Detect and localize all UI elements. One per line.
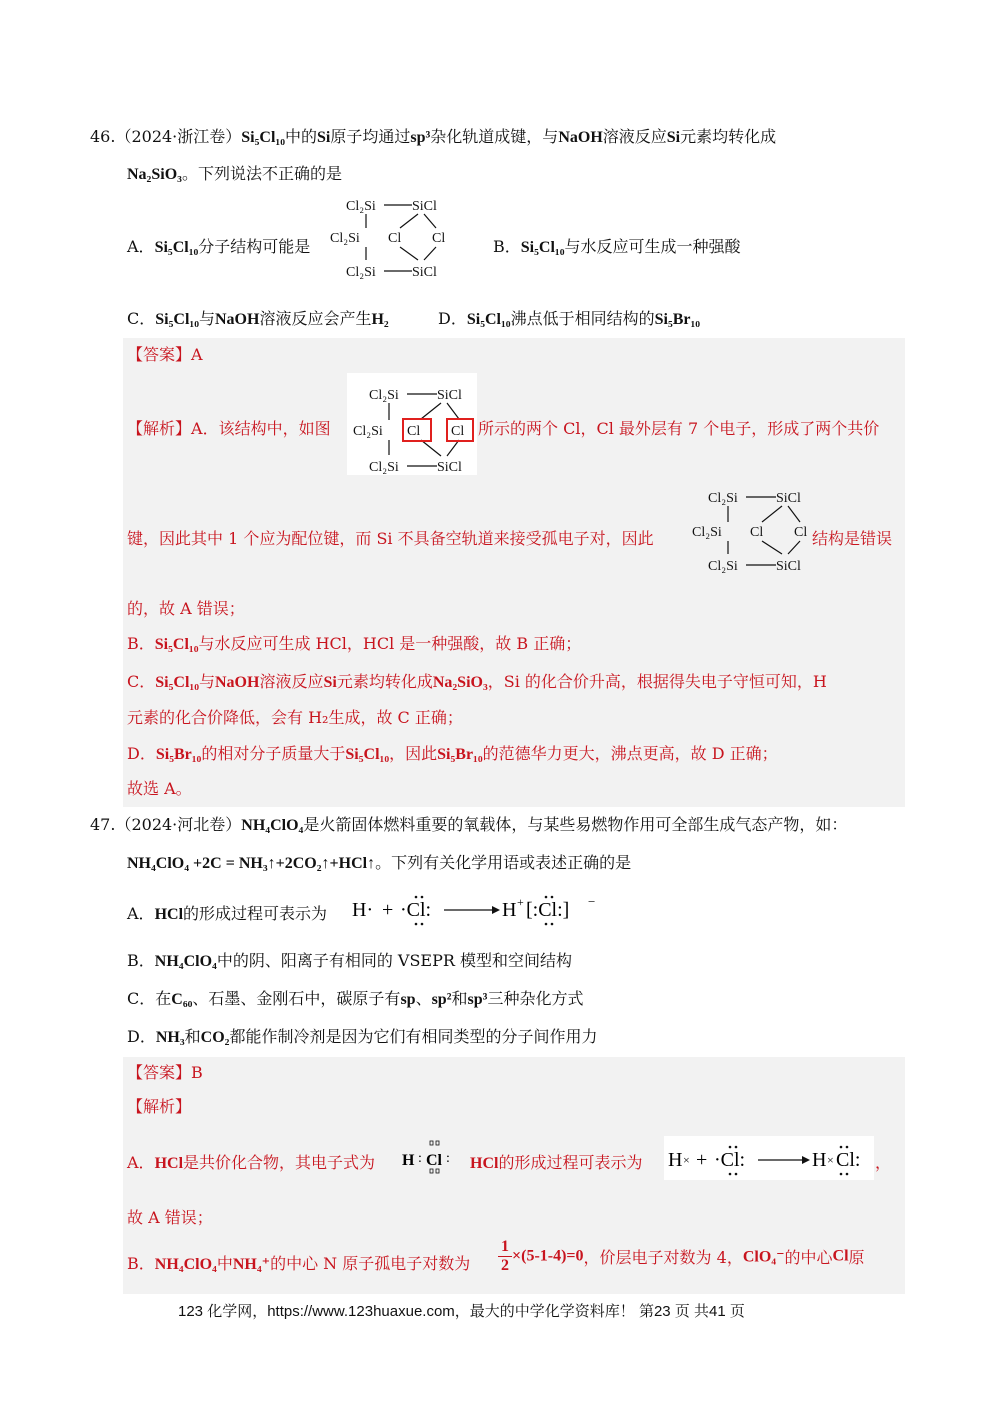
text: 溶液反应 <box>259 672 324 691</box>
svg-text:[:Cl:]: [:Cl:] <box>526 899 570 921</box>
q47-option-c: C．在C₆₀、石墨、金刚石中，碳原子有sp、sp²和sp³三种杂化方式 <box>127 989 584 1008</box>
q47-stem-line2 <box>127 850 631 873</box>
text: 所示的两个 Cl，Cl 最外层有 7 个电子，形成了两个共价 <box>478 419 880 438</box>
svg-text:Cl₂Si: Cl₂Si <box>369 460 399 475</box>
text: 元素均转化成 <box>680 127 777 146</box>
svg-text:Cl₂Si: Cl₂Si <box>708 559 738 574</box>
option-label: A． <box>127 237 155 256</box>
q47-analysis-label <box>127 1094 191 1117</box>
q47-analysis-a-line2 <box>127 1205 213 1228</box>
reaction-equation: NH₄ClO₄ +2C = NH₃↑+2CO₂↑+HCl↑ <box>127 855 376 872</box>
svg-text:Cl₂Si: Cl₂Si <box>353 424 383 439</box>
text: 与 <box>198 309 215 328</box>
svg-text:H: H <box>812 1149 827 1171</box>
formula: Si₅Br₁₀ <box>155 746 202 763</box>
formula: NaOH <box>215 311 260 328</box>
svg-text:·Cl:: ·Cl: <box>400 899 432 921</box>
text: 中的 <box>285 127 318 146</box>
text: 、石墨、金刚石中，碳原子有 <box>192 989 401 1008</box>
text: 键，因此其中 1 个应为配位键，而 Si 不具备空轨道来接受孤电子对，因此 <box>127 529 654 548</box>
formula: NH₄ClO₄ <box>154 1256 217 1273</box>
q46-stem-line1 <box>90 124 776 147</box>
text: B． <box>127 634 155 653</box>
option-label: D． <box>438 309 467 328</box>
formula: HCl <box>154 1155 184 1172</box>
svg-text:Cl₂Si: Cl₂Si <box>708 491 738 506</box>
formula: Si₅Br₁₀ <box>654 311 701 328</box>
formula: ×(5-1-4)=0 <box>512 1247 584 1265</box>
svg-text:SiCl: SiCl <box>776 559 801 574</box>
text: 中的阴、阳离子有相同的 VSEPR 模型和空间结构 <box>216 951 572 970</box>
text: 的形成过程可表示为 <box>498 1153 643 1172</box>
formula: Si₅Br₁₀ <box>437 746 483 763</box>
svg-text:SiCl: SiCl <box>437 460 462 475</box>
formula: sp³ <box>410 129 431 146</box>
question-source: （2024·河北卷） <box>115 815 242 834</box>
q46-analysis-conclusion <box>127 776 192 799</box>
text: 故选 A。 <box>127 779 192 798</box>
svg-text:Cl: Cl <box>451 424 465 439</box>
text: 和 <box>184 1027 201 1046</box>
svg-text:H: H <box>502 899 517 921</box>
q47-analysis-b-line1 <box>127 1251 470 1274</box>
option-label: C． <box>127 989 156 1008</box>
formula: Na₂SiO₃ <box>432 674 488 691</box>
svg-text:Cl: Cl <box>750 525 764 540</box>
svg-text:+: + <box>517 895 524 909</box>
text: 是火箭固体燃料重要的氧载体，与某些易燃物作用可全部生成气态产物，如： <box>303 815 848 834</box>
svg-text:Cl₂Si: Cl₂Si <box>369 388 399 403</box>
formula: NaOH <box>215 674 260 691</box>
text: 分子结构可能是 <box>198 237 311 256</box>
text: 沸点低于相同结构的 <box>510 309 655 328</box>
text: 与水反应可生成一种强酸 <box>564 237 741 256</box>
text: B． <box>127 1254 155 1273</box>
formula: sp² <box>431 991 452 1008</box>
q46-analysis-a-line2b <box>812 526 892 549</box>
formula: NH₃ <box>155 1029 185 1046</box>
formula: Na₂SiO₃ <box>127 166 182 183</box>
text: 的相对分子质量大于 <box>201 744 346 763</box>
formula: sp <box>400 991 416 1008</box>
text: ，因此 <box>389 744 438 763</box>
q47-option-a <box>127 901 327 924</box>
q47-analysis-a-line1 <box>127 1150 375 1173</box>
text: 故 A 错误； <box>127 1208 213 1227</box>
text: 在 <box>155 989 172 1008</box>
formula: H₂ <box>371 311 389 328</box>
svg-text:Cl: Cl <box>388 231 402 246</box>
q46-analysis-d <box>127 741 778 764</box>
q46-analysis-a-line1b <box>478 416 879 439</box>
formula: NaOH <box>558 129 603 146</box>
formula: HCl <box>154 906 184 923</box>
text: 溶液反应 <box>602 127 667 146</box>
svg-text:Cl₂Si: Cl₂Si <box>346 265 376 280</box>
text: ，Si 的化合价升高，根据得失电子守恒可知，H <box>487 672 827 691</box>
answer-value: B <box>191 1063 203 1082</box>
svg-text:Cl₂Si: Cl₂Si <box>692 525 722 540</box>
text: 的范德华力更大，沸点更高，故 D 正确； <box>482 744 778 763</box>
svg-text:Cl: Cl <box>794 525 808 540</box>
svg-text:×: × <box>683 1153 690 1167</box>
answer-label: 【答案】 <box>127 1063 192 1082</box>
formula: NH₄ClO₄ <box>241 817 304 834</box>
text: C． <box>127 672 156 691</box>
svg-text:·Cl:: ·Cl: <box>714 1149 746 1171</box>
svg-text:SiCl: SiCl <box>776 491 801 506</box>
text: 。下列说法不正确的是 <box>181 164 342 183</box>
formula: Si <box>317 129 331 146</box>
svg-text:H: H <box>668 1149 683 1171</box>
svg-text:SiCl: SiCl <box>412 199 437 214</box>
q46-analysis-a-line2 <box>127 526 654 549</box>
text: D． <box>127 744 156 763</box>
svg-text:×: × <box>827 1153 834 1167</box>
q46-analysis-c-line2 <box>127 705 463 728</box>
molecule-structure-diagram <box>328 192 456 282</box>
answer-value: A <box>191 345 203 364</box>
text: A． <box>127 1153 155 1172</box>
formula: Si <box>323 674 337 691</box>
formula: Si₅Cl₁₀ <box>155 311 199 328</box>
svg-text:H·: H· <box>352 899 374 921</box>
text: 的形成过程可表示为 <box>183 904 328 923</box>
formula: C₆₀ <box>171 991 193 1008</box>
hcl-electron-formula <box>400 1137 460 1177</box>
q47-option-d <box>127 1024 597 1047</box>
hcl-formation-electron-diagram <box>350 888 610 930</box>
q46-option-d <box>438 306 700 329</box>
text: 的中心 N 原子孤电子对数为 <box>270 1254 471 1273</box>
svg-text:Cl: Cl <box>432 231 446 246</box>
text: 元素的化合价降低，会有 H₂生成，故 C 正确； <box>127 708 463 727</box>
formula: CO₂ <box>200 1029 230 1046</box>
comma: ， <box>875 1153 892 1172</box>
text: 杂化轨道成键，与 <box>430 127 559 146</box>
q46-stem-line2 <box>127 161 342 184</box>
svg-text:Cl₂Si: Cl₂Si <box>346 199 376 214</box>
option-label: D． <box>127 1027 156 1046</box>
svg-text:−: − <box>588 894 596 909</box>
text: 是共价化合物，其电子式为 <box>183 1153 376 1172</box>
analysis-label: 【解析】 <box>127 1097 192 1116</box>
q47-analysis-a-line1b <box>470 1150 642 1173</box>
q46-option-c <box>127 306 389 329</box>
q47-option-b <box>127 948 572 971</box>
formula: Si₅Cl₁₀ <box>520 239 565 256</box>
svg-text:+: + <box>382 899 394 921</box>
page-footer: 123 化学网，https://www.123huaxue.com，最大的中学化学资料库！ 第23 页 共41 页 <box>178 1303 745 1320</box>
q47-stem-line1 <box>90 812 847 835</box>
svg-text:Cl: Cl <box>426 1152 442 1169</box>
q46-analysis-a-line3 <box>127 596 245 619</box>
formula: Si <box>666 129 681 146</box>
q46-analysis-b <box>127 631 581 654</box>
hcl-formation-electron-diagram <box>664 1136 874 1180</box>
svg-text:+: + <box>696 1149 708 1171</box>
text: 结构是错误 <box>812 529 893 548</box>
svg-text:Cl:: Cl: <box>836 1149 861 1171</box>
text: 与水反应可生成 HCl，HCl 是一种强酸，故 B 正确； <box>198 634 582 653</box>
fraction-expression <box>498 1238 865 1275</box>
option-label: B． <box>127 951 155 970</box>
molecule-highlight-diagram <box>347 373 477 475</box>
text: 原子均通过 <box>330 127 411 146</box>
text: 。下列有关化学用语或表述正确的是 <box>375 853 632 872</box>
text: 溶液反应会产生 <box>259 309 372 328</box>
svg-text:Cl: Cl <box>407 424 421 439</box>
text: A．该结构中，如图 <box>191 419 331 438</box>
formula: Cl <box>832 1247 849 1265</box>
q46-option-a <box>127 234 310 257</box>
analysis-label: 【解析】 <box>127 419 192 438</box>
formula: Si₅Cl₁₀ <box>466 311 511 328</box>
text: 中 <box>216 1254 233 1273</box>
text: 的中心 <box>784 1248 833 1267</box>
text: 都能作制冷剂是因为它们有相同类型的分子间作用力 <box>229 1027 598 1046</box>
text: 原 <box>848 1248 865 1267</box>
formula: Si₅Cl₁₀ <box>154 636 199 653</box>
formula: HCl <box>470 1155 499 1172</box>
question-source: （2024·浙江卷） <box>115 127 242 146</box>
option-label: B． <box>493 237 521 256</box>
molecule-structure-diagram <box>690 484 818 576</box>
option-label: A． <box>127 904 155 923</box>
text: 元素均转化成 <box>336 672 433 691</box>
formula: Si₅Cl₁₀ <box>155 674 199 691</box>
formula: NH₄ClO₄ <box>154 953 217 970</box>
q46-option-b <box>493 234 741 257</box>
formula: Si₅Cl₁₀ <box>241 129 285 146</box>
text: ，价层电子对数为 4， <box>583 1248 743 1267</box>
q47-answer <box>127 1060 203 1083</box>
svg-text::: : <box>418 1151 422 1166</box>
question-number: 47. <box>90 815 116 834</box>
fraction-numerator: 1 <box>501 1238 509 1255</box>
q46-answer <box>127 342 203 365</box>
formula: Si₅Cl₁₀ <box>345 746 390 763</box>
text: 的，故 A 错误； <box>127 599 245 618</box>
question-number: 46. <box>90 127 116 146</box>
option-label: C． <box>127 309 156 328</box>
answer-label: 【答案】 <box>127 345 192 364</box>
text: 三种杂化方式 <box>487 989 584 1008</box>
svg-text:Cl₂Si: Cl₂Si <box>330 231 360 246</box>
svg-text:H: H <box>402 1152 415 1169</box>
text: 与 <box>198 672 215 691</box>
fraction-denominator: 2 <box>501 1257 509 1274</box>
formula: sp³ <box>467 991 488 1008</box>
q46-analysis-c-line1 <box>127 669 827 692</box>
svg-text:SiCl: SiCl <box>412 265 437 280</box>
svg-text::: : <box>446 1151 450 1166</box>
text: 和 <box>451 989 468 1008</box>
q46-analysis-a-line1 <box>127 416 331 439</box>
formula: ClO₄⁻ <box>742 1248 785 1266</box>
svg-text:SiCl: SiCl <box>437 388 462 403</box>
formula: Si₅Cl₁₀ <box>154 239 199 256</box>
formula: NH₄⁺ <box>232 1256 271 1273</box>
